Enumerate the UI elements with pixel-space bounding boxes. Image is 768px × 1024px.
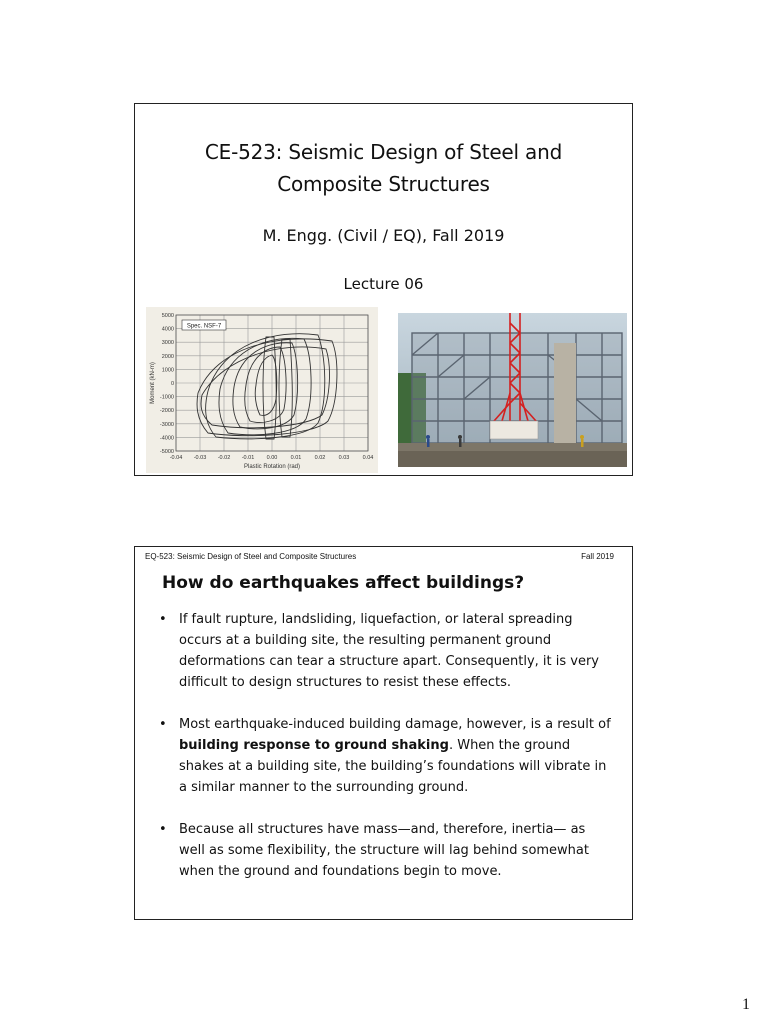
bullet-text: Most earthquake-induced building damage, however, is a result of bbox=[179, 717, 611, 732]
y-tick-label: 5000 bbox=[161, 313, 174, 319]
bullet-item bbox=[155, 714, 615, 798]
slide-1 bbox=[134, 103, 633, 476]
x-axis-label: Plastic Rotation (rad) bbox=[243, 464, 301, 470]
page-number: 1 bbox=[742, 996, 750, 1013]
x-tick-label: 0.03 bbox=[338, 455, 350, 461]
y-tick-label: -4000 bbox=[159, 435, 174, 442]
x-tick-label: 0.01 bbox=[290, 455, 302, 461]
x-tick-label: -0.04 bbox=[169, 455, 183, 461]
y-axis-label: Moment (kN-m) bbox=[150, 362, 156, 404]
y-tick-label: 4000 bbox=[161, 326, 174, 333]
bullet-emphasis: building response to ground shaking bbox=[179, 738, 449, 753]
building-construction-illustration bbox=[398, 313, 627, 467]
lecture-label: Lecture 06 bbox=[343, 275, 424, 293]
y-tick-label: 0 bbox=[170, 381, 174, 387]
y-tick-label: 3000 bbox=[161, 340, 174, 347]
hysteresis-figure bbox=[146, 307, 378, 473]
x-tick-label: 0.00 bbox=[266, 455, 278, 461]
y-tick-label: 2000 bbox=[161, 353, 174, 360]
slide-header-course: EQ-523: Seismic Design of Steel and Composite Structures bbox=[145, 552, 357, 561]
slide-heading: How do earthquakes affect buildings? bbox=[162, 573, 525, 593]
x-tick-label: -0.01 bbox=[241, 455, 255, 461]
title-line-1: CE-523: Seismic Design of Steel and bbox=[204, 140, 563, 164]
y-tick-label: -1000 bbox=[159, 394, 174, 401]
y-tick-label: 1000 bbox=[161, 367, 174, 374]
y-tick-label: -2000 bbox=[159, 408, 174, 415]
x-tick-label: 0.04 bbox=[362, 455, 374, 461]
x-tick-label: -0.03 bbox=[193, 455, 207, 461]
slide-header-term: Fall 2019 bbox=[581, 552, 614, 561]
y-tick-label: -3000 bbox=[159, 421, 174, 428]
bullet-list bbox=[155, 609, 615, 903]
title-line-2: Composite Structures bbox=[277, 172, 490, 196]
y-tick-label: -5000 bbox=[159, 449, 174, 455]
x-tick-label: -0.02 bbox=[217, 455, 231, 461]
slide-title bbox=[135, 136, 632, 200]
course-subtitle: M. Engg. (Civil / EQ), Fall 2019 bbox=[262, 226, 505, 245]
bullet-text: . When the ground shakes at a building site, the building’s foundations will vibrate in a similar manner to the surrounding ground. bbox=[179, 738, 607, 795]
steel-building-photo bbox=[398, 313, 627, 467]
bullet-item: • Because all structures have mass—and, therefore, inertia— as well as some flexibility, the structure will lag behind somewhat when the ground and foundations begin to move. bbox=[155, 819, 615, 882]
x-tick-label: 0.02 bbox=[314, 455, 326, 461]
slide-2 bbox=[134, 546, 633, 920]
bullet-item: • If fault rupture, landsliding, liquefaction, or lateral spreading occurs at a building site, the resulting permanent ground deformations can tear a structure apart. Consequently, it is very difficult to design structures to resist these effects. bbox=[155, 609, 615, 693]
hysteresis-plot bbox=[146, 307, 378, 473]
spec-label: Spec. NSF-7 bbox=[186, 323, 222, 330]
